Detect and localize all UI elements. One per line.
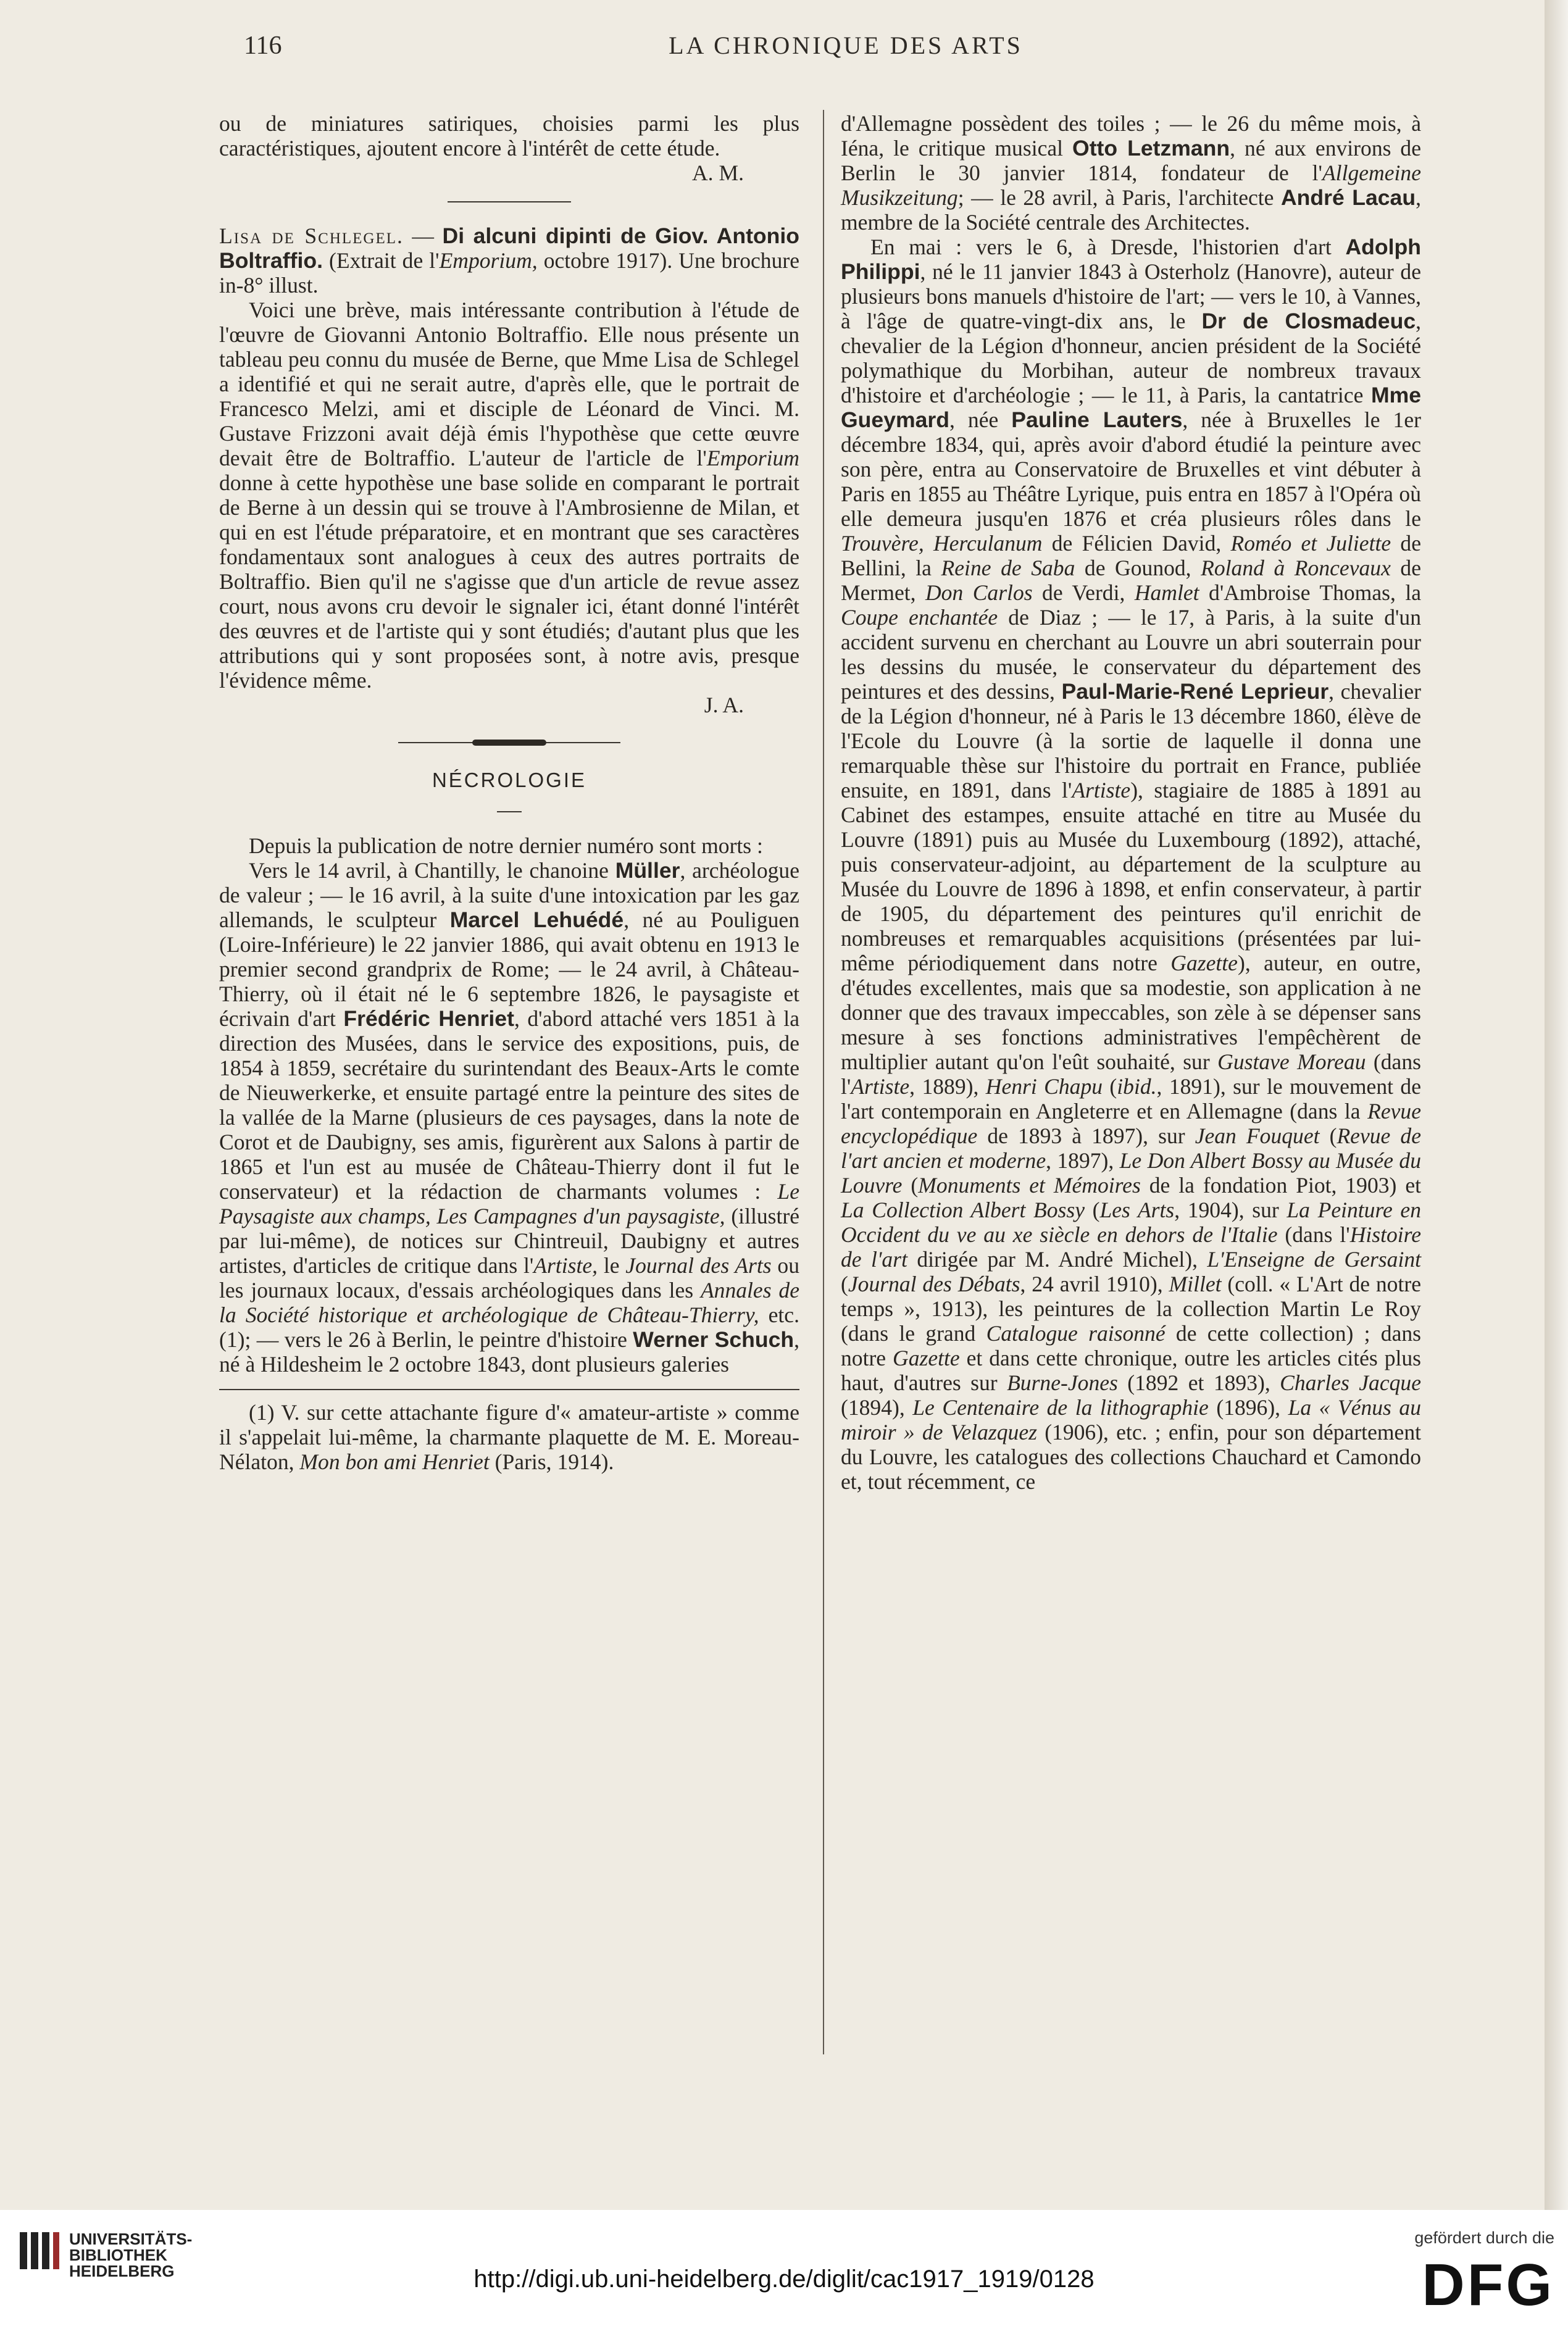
name-leprieur: Paul-Marie-René Leprieur (1061, 679, 1329, 704)
dfg-logo: DFG (1422, 2252, 1554, 2318)
permalink-url[interactable]: http://digi.ub.uni-heidelberg.de/diglit/cac1917_1919/0128 (473, 2266, 1095, 2293)
necrologie-may: En mai : vers le 6, à Dresde, l'historien d'art Adolph Philippi, né le 11 janvier 1843 à Osterholz (Hanovre), auteur de plusieurs bons manuels d'histoire de l'art; — vers le 10, à Vannes, à l'âge de quatre-vingt-dix ans, le Dr de Closmadeuc, chevalier de la Légion d'honneur, ancien président de la Société polymathique du Morbihan, auteur de nombreux travaux d'histoire et d'archéologie ; — le 11, à Paris, la cantatrice Mme Gueymard, née Pauline Lauters, née à Bruxelles le 1er décembre 1834, qui, après avoir d'abord étudié la peinture avec son père, entra au Conservatoire de Bruxelles et vint débuter à Paris en 1855 au Théâtre Lyrique, puis entra en 1857 à l'Opéra où elle demeura jusqu'en 1876 et créa plusieurs rôles dans le Trouvère, Herculanum de Félicien David, Roméo et Juliette de Bellini, la Reine de Saba de Gounod, Roland à Roncevaux de Mermet, Don Carlos de Verdi, Hamlet d'Ambroise Thomas, la Coupe enchantée de Diaz ; — le 17, à Paris, à la suite d'un accident survenu en cherchant au Louvre un abri souterrain pour les dessins du musée, le conservateur du département des peintures et des dessins, Paul-Marie-René Leprieur, chevalier de la Légion d'honneur, né à Paris le 13 décembre 1860, élève de l'Ecole du Louvre (à la sortie de laquelle il donna une remarquable thèse sur l'histoire du portrait en France, publiée ensuite, en 1891, dans l'Artiste), stagiaire de 1885 à 1891 au Cabinet des estampes, ensuite attaché en titre au Musée du Louvre (1891) puis au Musée du Luxembourg (1892), attaché, puis conservateur-adjoint, au département de la sculpture au Musée du Louvre de 1896 à 1898, et enfin conservateur, à partir de 1905, du département des peintures qu'il enrichit de nombreuses et remarquables acquisitions (présentées par lui-même périodiquement dans notre Gazette), auteur, en outre, d'études excellentes, mais que sa modestie, son application à ne donner que des travaux impeccables, son zèle à se dépenser sans mesure à ses fonctions administratives l'empêchèrent de multiplier autant qu'on l'eût souhaité, sur Gustave Moreau (dans l'Artiste, 1889), Henri Chapu (ibid., 1891), sur le mouvement de l'art contemporain en Angleterre et en Allemagne (dans la Revue encyclopédique de 1893 à 1897), sur Jean Fouquet (Revue de l'art ancien et moderne, 1897), Le Don Albert Bossy au Musée du Louvre (Monuments et Mémoires de la fondation Piot, 1903) et La Collection Albert Bossy (Les Arts, 1904), sur La Peinture en Occident du ve au xe siècle en dehors de l'Italie (dans l'Histoire de l'art dirigée par M. André Michel), L'Enseigne de Gersaint (Journal des Débats, 24 avril 1910), Millet (coll. « L'Art de notre temps », 1913), les peintures de la collection Martin Le Roy (dans le grand Catalogue raisonné de cette collection) ; dans notre Gazette et dans cette chronique, outre les articles cités plus haut, d'autres sur Burne-Jones (1892 et 1893), Charles Jacque (1894), Le Centenaire de la lithographie (1896), La « Vénus au miroir » de Velazquez (1906), etc. ; enfin, pour son département du Louvre, les catalogues des collections Chauchard et Camondo et, tout récemment, ce (841, 235, 1422, 1494)
name-philippi: Adolph Philippi (841, 235, 1421, 284)
library-name: UNIVERSITÄTS- BIBLIOTHEK HEIDELBERG (69, 2230, 193, 2280)
review-body: Voici une brève, mais intéressante contribution à l'étude de l'œuvre de Giovanni Antonio Boltraffio. Elle nous présente un tableau peu connu du musée de Berne, que Mme Lisa de Schlegel a identifié et qui ne serait autre, d'après elle, que le portrait de Francesco Melzi, ami et disciple de Léonard de Vinci. M. Gustave Frizzoni avait déjà émis l'hypothèse que cette œuvre devait être de Boltraffio. L'auteur de l'article de l'Emporium donne à cette hypothèse une base solide en comparant le portrait de Berne à un dessin qui se trouve à l'Ambrosienne de Milan, et qui en est l'étude préparatoire, et en montrant que ses caractères fondamentaux sont analogues à ceux des autres portraits de Boltraffio. Bien qu'il ne s'agisse que d'un article de revue assez court, nous avons cru devoir le signaler ici, étant donné l'intérêt des œuvres et de l'artiste qui y sont étudiés; d'autant plus que les attributions qui y sont proposées sont, à notre avis, presque l'évidence même. (219, 298, 799, 693)
paragraph-miniatures: ou de miniatures satiriques, choisies parmi les plus caractéristiques, ajoutent encore à l'intérêt de cette étude. (219, 111, 799, 160)
name-closmadeuc: Dr de Closmadeuc (1201, 309, 1416, 333)
necrologie-intro: Depuis la publication de notre dernier numéro sont morts : (249, 833, 763, 858)
page-edge-shadow (1545, 0, 1568, 2210)
signature-ja: J. A. (704, 693, 744, 717)
column-divider (823, 110, 824, 2054)
necrologie-continued: d'Allemagne possèdent des toiles ; — le 26 du même mois, à Iéna, le critique musical Otto Letzmann, né aux environs de Berlin le 30 janvier 1814, fondateur de l'Allgemeine Musikzeitung; — le 28 avril, à Paris, l'architecte André Lacau, membre de la Société centrale des Architectes. (841, 111, 1422, 235)
name-muller: Müller (615, 858, 680, 883)
section-dash (497, 811, 522, 812)
page-number: 116 (244, 31, 282, 60)
section-title-necrologie: NÉCROLOGIE (432, 769, 587, 791)
review-heading: Lisa de Schlegel. — Di alcuni dipinti de Giov. Antonio Boltraffio. (Extrait de l'Emporium, octobre 1917). Une brochure in-8° illust. (219, 223, 799, 298)
footnote: (1) V. sur cette attachante figure d'« amateur-artiste » comme il s'appelait lui-même, la charmante plaquette de M. E. Moreau-Nélaton, Mon bon ami Henriet (Paris, 1914). (219, 1400, 799, 1474)
right-column (841, 111, 1421, 1494)
name-henriet: Frédéric Henriet (343, 1006, 514, 1031)
name-lehuede: Marcel Lehuédé (449, 907, 624, 932)
name-gueymard: Mme Gueymard (841, 383, 1421, 432)
footnote-rule (219, 1389, 799, 1390)
review-author: Lisa de Schlegel. (219, 223, 404, 248)
name-letzmann: Otto Letzmann (1072, 136, 1230, 160)
review-journal: Emporium, (439, 248, 538, 273)
funded-by-label: gefördert durch die (1414, 2228, 1554, 2247)
review-title: Di alcuni dipinti de Giov. Antonio Boltraffio. (219, 223, 799, 273)
ornament-divider (398, 738, 620, 747)
name-lauters: Pauline Lauters (1011, 407, 1183, 432)
signature-am: A. M. (691, 160, 744, 185)
name-schuch: Werner Schuch (633, 1327, 794, 1352)
separator-rule (448, 201, 571, 202)
footer-bar (0, 2210, 1568, 2326)
page-header (244, 31, 1448, 80)
running-title: LA CHRONIQUE DES ARTS (669, 31, 1023, 59)
left-column (219, 111, 799, 1474)
necrologie-april: Vers le 14 avril, à Chantilly, le chanoine Müller, archéologue de valeur ; — le 16 avril, à la suite d'une intoxication par les gaz allemands, le sculpteur Marcel Lehuédé, né au Pouliguen (Loire-Inférieure) le 22 janvier 1886, qui avait obtenu en 1913 le premier second grandprix de Rome; — le 24 avril, à Château-Thierry, où il était né le 6 septembre 1826, le paysagiste et écrivain d'art Frédéric Henriet, d'abord attaché vers 1851 à la direction des Musées, dans le service des expositions, puis, de 1854 à 1859, secrétaire du surintendant des Beaux-Arts le comte de Nieuwerkerke, et ensuite partagé entre la peinture des sites de la vallée de la Marne (plusieurs de ces paysages, dans la note de Corot et de Daubigny, ses amis, figurèrent aux Salons à partir de 1865 et l'un est au musée de Château-Thierry dont il fut le conservateur) et la rédaction de charmants volumes : Le Paysagiste aux champs, Les Campagnes d'un paysagiste, (illustré par lui-même), de notices sur Chintreuil, Daubigny et autres artistes, d'articles de critique dans l'Artiste, le Journal des Arts ou les journaux locaux, d'essais archéologiques dans les Annales de la Société historique et archéologique de Château-Thierry, etc. (1); — vers le 26 à Berlin, le peintre d'histoire Werner Schuch, né à Hildesheim le 2 octobre 1843, dont plusieurs galeries (219, 858, 799, 1377)
name-lacau: André Lacau (1280, 185, 1416, 210)
